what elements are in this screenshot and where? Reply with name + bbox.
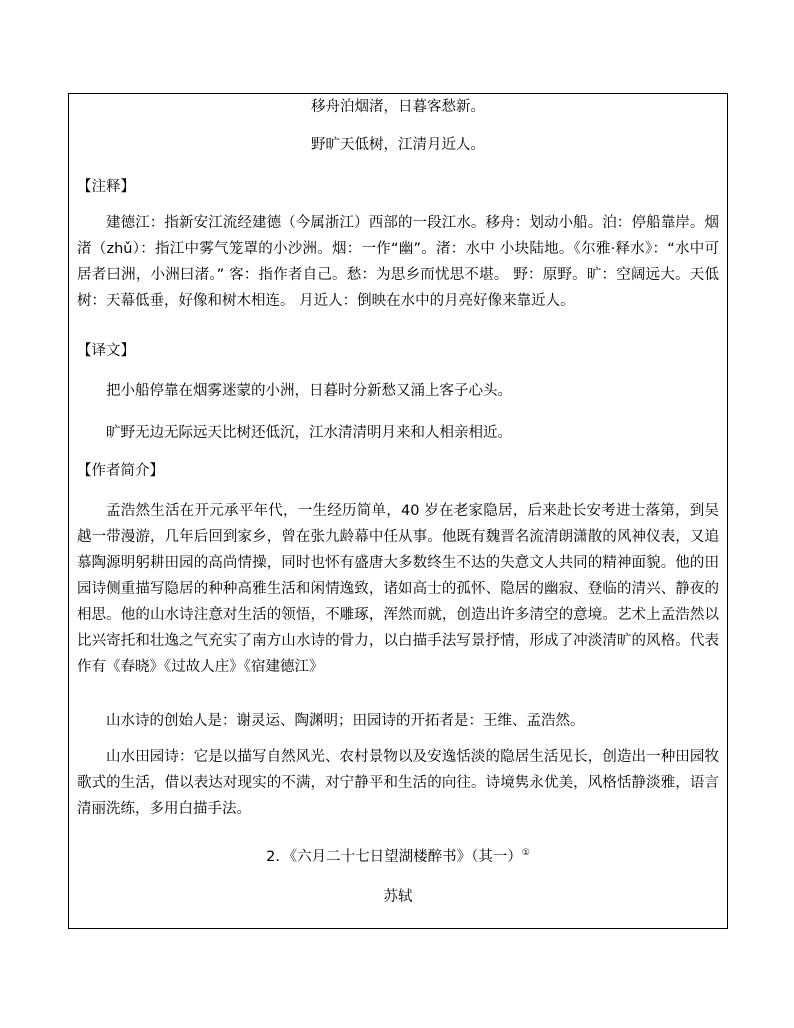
poem2-title — [69, 846, 727, 868]
translation-line-1: 把小船停靠在烟雾迷蒙的小洲，日暮时分新愁又涌上客子心头。 — [106, 383, 512, 399]
poem-line-4: 野旷天低树，江清月近人。 — [311, 137, 485, 153]
poem2-title-text: 2．《六月二十七日望湖楼醉书》（其一） — [266, 849, 522, 865]
author-bio-paragraph: 孟浩然生活在开元承平年代，一生经历简单，40 岁在老家隐居，后来赴长安考进士落第，到吴越一带漫游，几年后回到家乡，曾在张九龄幕中任从事。他既有魏晋名流清朗潇散的风神仪表，又追慕陶源明躬耕田园的高尚情操，同时也怀有盛唐大多数终生不达的失意文人共同的精神面貌。他的田园诗侧重描写隐居的种种高雅生活和闲情逸致，诸如高士的孤怀、隐居的幽寂、登临的清兴、静夜的相思。他的山水诗注意对生活的领悟，不雕琢，浑然而就，创造出许多清空的意境。艺术上孟浩然以比兴寄托和壮逸之气充实了南方山水诗的骨力，以白描手法写景抒情，形成了冲淡清旷的风格。代表作有《春晓》《过故人庄》《宿建德江》 — [77, 503, 719, 675]
poem-line-3: 移舟泊烟渚，日暮客愁新。 — [311, 99, 485, 115]
founders-paragraph: 山水诗的创始人是：谢灵运、陶渊明；田园诗的开拓者是：王维、孟浩然。 — [106, 713, 585, 729]
notes-text: 建德江：指新安江流经建德（今属浙江）西部的一段江水。移舟：划动小船。泊：停船靠岸。烟渚（zhǔ）：指江中雾气笼罩的小沙洲。烟：一作“幽”。渚：水中 小块陆地。《尔雅·释水》：“水中可居者曰洲，小洲曰渚。” 客：指作者自己。愁：为思乡而忧思不堪。 野：原野。旷：空阔远大。天低树：天幕低垂，好像和树木相连。 月近人：倒映在水中的月亮好像来靠近人。 — [77, 215, 719, 309]
poem2-author: 苏轼 — [383, 889, 413, 905]
content-box — [68, 93, 728, 929]
translation-heading: 【译文】 — [77, 343, 135, 359]
author-heading: 【作者简介】 — [77, 463, 164, 479]
translation-line-2: 旷野无边无际远天比树还低沉，江水清清明月来和人相亲相近。 — [106, 425, 512, 441]
notes-heading: 【注释】 — [77, 179, 135, 195]
pastoral-poetry-paragraph: 山水田园诗：它是以描写自然风光、农村景物以及安逸恬淡的隐居生活见长，创造出一种田园牧歌式的生活，借以表达对现实的不满，对宁静平和生活的向往。诗境隽永优美，风格恬静淡雅，语言清丽洗练，多用白描手法。 — [77, 749, 719, 817]
footnote-marker: ① — [521, 848, 530, 859]
